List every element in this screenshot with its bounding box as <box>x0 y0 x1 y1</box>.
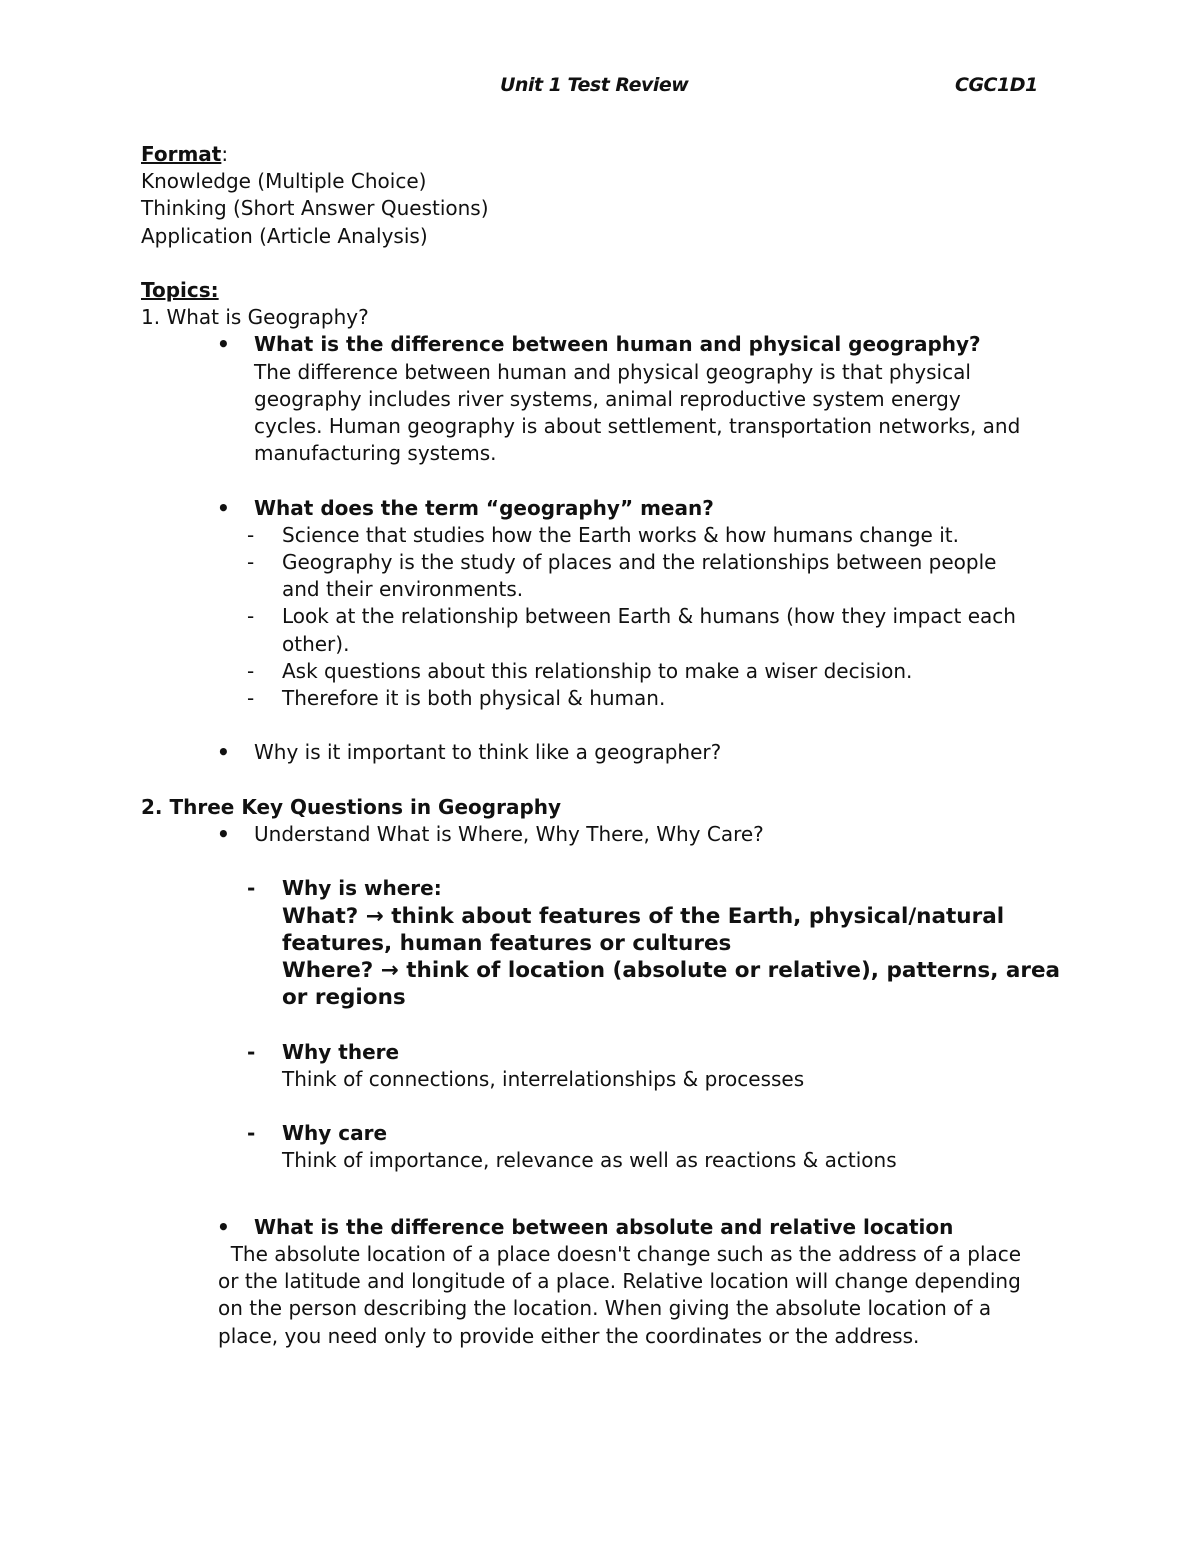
answer-line: manufacturing systems. <box>254 441 497 466</box>
list-item-cont: and their environments. <box>282 577 524 602</box>
answer-line: cycles. Human geography is about settlement, transportation networks, and <box>254 414 1021 439</box>
where-line: or regions <box>282 985 406 1011</box>
question-human-physical: • What is the difference between human and physical geography? <box>141 331 1071 358</box>
dash-icon: - <box>247 658 255 683</box>
why-there-text: Think of connections, interrelationships & processes <box>282 1066 805 1091</box>
dash-icon: - <box>247 550 255 575</box>
answer-line: The difference between human and physical geography is that physical <box>254 359 971 384</box>
where-line: What? → think about features of the Earth, physical/natural <box>282 903 1005 929</box>
format-heading: Format: <box>141 142 229 166</box>
answer-line: The absolute location of a place doesn't change such as the address of a place <box>218 1242 1022 1266</box>
answer-line: geography includes river systems, animal reproductive system energy <box>254 386 961 411</box>
document-body <box>141 141 1071 1350</box>
question-think-geographer: • Why is it important to think like a geographer? <box>141 739 1071 766</box>
answer-line: on the person describing the location. When giving the absolute location of a <box>218 1296 992 1321</box>
format-item: Application (Article Analysis) <box>141 223 428 248</box>
dash-icon: - <box>247 604 255 629</box>
list-item: - Geography is the study of places and the relationships between people <box>141 549 1071 576</box>
bullet-icon: • <box>217 822 230 847</box>
dash-icon: - <box>247 686 255 711</box>
where-line: features, human features or cultures <box>282 930 732 956</box>
why-is-where-heading: - Why is where: <box>141 875 1071 902</box>
answer-line: place, you need only to provide either the coordinates or the address. <box>218 1323 920 1348</box>
bullet-understand: • Understand What is Where, Why There, Why Care? <box>141 821 1071 848</box>
dash-icon: - <box>247 1039 256 1064</box>
format-item: Thinking (Short Answer Questions) <box>141 196 489 221</box>
bullet-icon: • <box>217 495 230 520</box>
course-code: CGC1D1 <box>955 74 1038 96</box>
dash-icon: - <box>247 522 255 547</box>
question-geography-meaning: • What does the term “geography” mean? <box>141 495 1071 522</box>
list-item: - Ask questions about this relationship to make a wiser decision. <box>141 658 1071 685</box>
list-item: - Therefore it is both physical & human. <box>141 685 1071 712</box>
list-item-cont: other). <box>282 631 350 656</box>
bullet-icon: • <box>217 332 230 357</box>
topic-1: 1. What is Geography? <box>141 305 369 330</box>
why-care-text: Think of importance, relevance as well as reactions & actions <box>282 1148 897 1173</box>
topic-2: 2. Three Key Questions in Geography <box>141 794 562 819</box>
dash-icon: - <box>247 1121 256 1146</box>
why-there-heading: - Why there <box>141 1039 1071 1066</box>
bullet-icon: • <box>217 1214 230 1239</box>
dash-icon: - <box>247 876 256 901</box>
topics-heading: Topics: <box>141 278 219 302</box>
where-line: Where? → think of location (absolute or relative), patterns, area <box>282 958 1061 984</box>
list-item: - Look at the relationship between Earth & humans (how they impact each <box>141 603 1071 630</box>
page-header <box>0 74 1200 104</box>
question-absolute-relative: • What is the difference between absolute and relative location <box>141 1214 1071 1241</box>
format-item: Knowledge (Multiple Choice) <box>141 169 427 194</box>
bullet-icon: • <box>217 740 230 765</box>
why-care-heading: - Why care <box>141 1120 1071 1147</box>
list-item: - Science that studies how the Earth works & how humans change it. <box>141 522 1071 549</box>
header-title: Unit 1 Test Review <box>500 74 689 96</box>
answer-line: or the latitude and longitude of a place. Relative location will change depending <box>218 1269 1021 1294</box>
